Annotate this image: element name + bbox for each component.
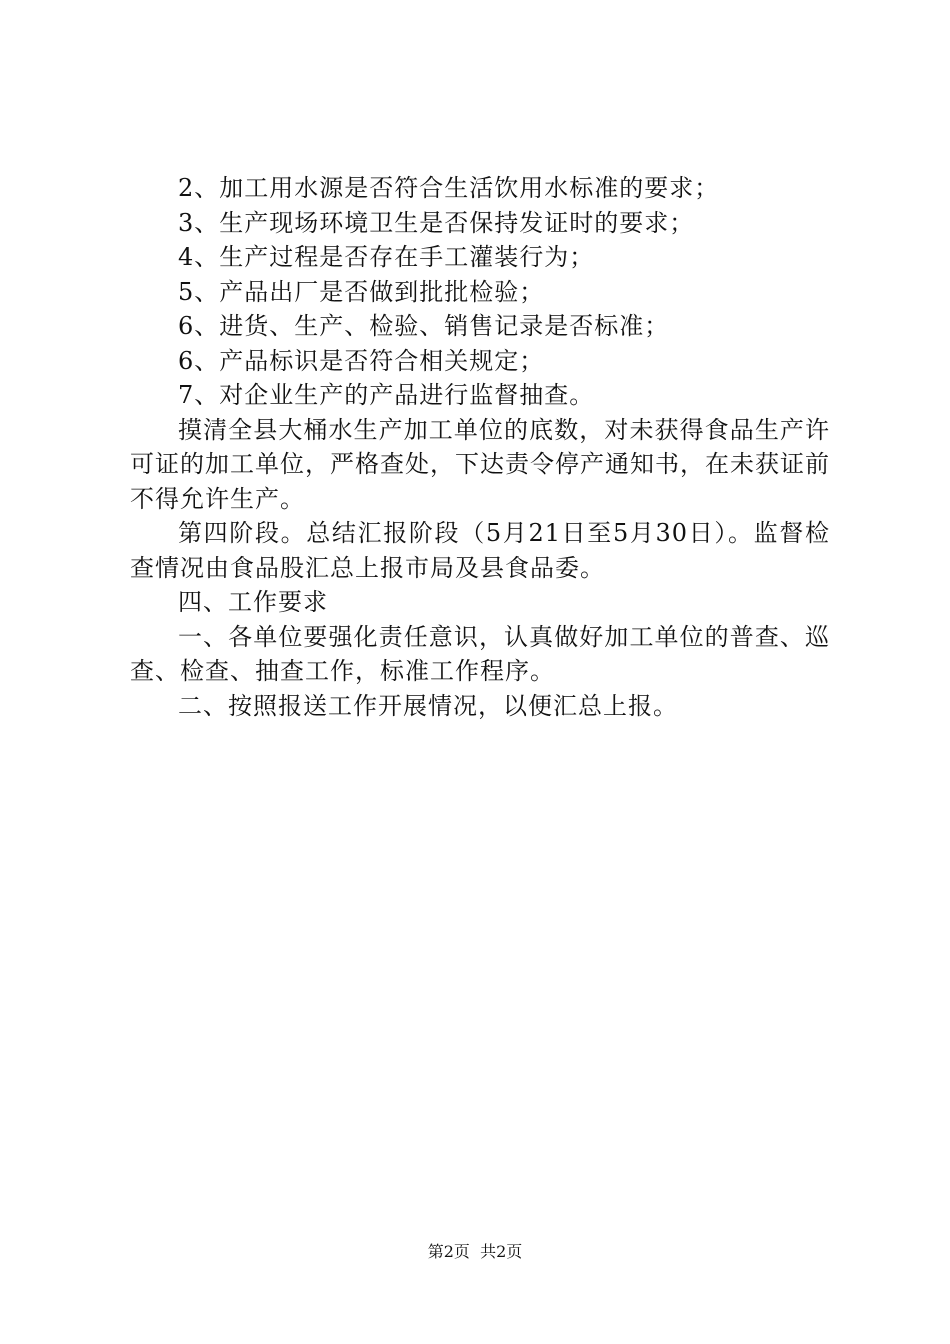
paragraph-requirement-two: 二、按照报送工作开展情况，以便汇总上报。 <box>178 691 678 720</box>
list-item-water-source: 2、加工用水源是否符合生活饮用水标准的要求； <box>178 174 720 202</box>
paragraph-requirement-one: 一、各单位要强化责任意识，认真做好加工单位的普查、巡查、检查、抽查工作，标准工作程序。 <box>130 622 830 685</box>
list-item-manual-filling: 4、生产过程是否存在手工灌装行为； <box>178 243 595 271</box>
page-number: 第2页 <box>427 1242 470 1261</box>
page-footer <box>0 1241 950 1263</box>
paragraph-survey: 摸清全县大桶水生产加工单位的底数，对未获得食品生产许可证的加工单位，严格查处，下达责令停产通知书，在未获证前不得允许生产。 <box>130 415 830 513</box>
section-heading-requirements: 四、工作要求 <box>178 588 328 616</box>
list-item-batch-inspection: 5、产品出厂是否做到批批检验； <box>178 277 545 306</box>
list-item-site-hygiene: 3、生产现场环境卫生是否保持发证时的要求； <box>178 208 695 237</box>
footer-spacer <box>470 1242 480 1261</box>
document-body <box>130 171 830 723</box>
page-total: 共2页 <box>480 1242 523 1261</box>
list-item-product-labels: 6、产品标识是否符合相关规定； <box>178 346 545 375</box>
paragraph-stage-four: 第四阶段。总结汇报阶段（5月21日至5月30日）。监督检查情况由食品股汇总上报市局及县食品委。 <box>130 519 830 582</box>
list-item-spot-check: 7、对企业生产的产品进行监督抽查。 <box>178 381 595 409</box>
list-item-records: 6、进货、生产、检验、销售记录是否标准； <box>178 312 670 340</box>
